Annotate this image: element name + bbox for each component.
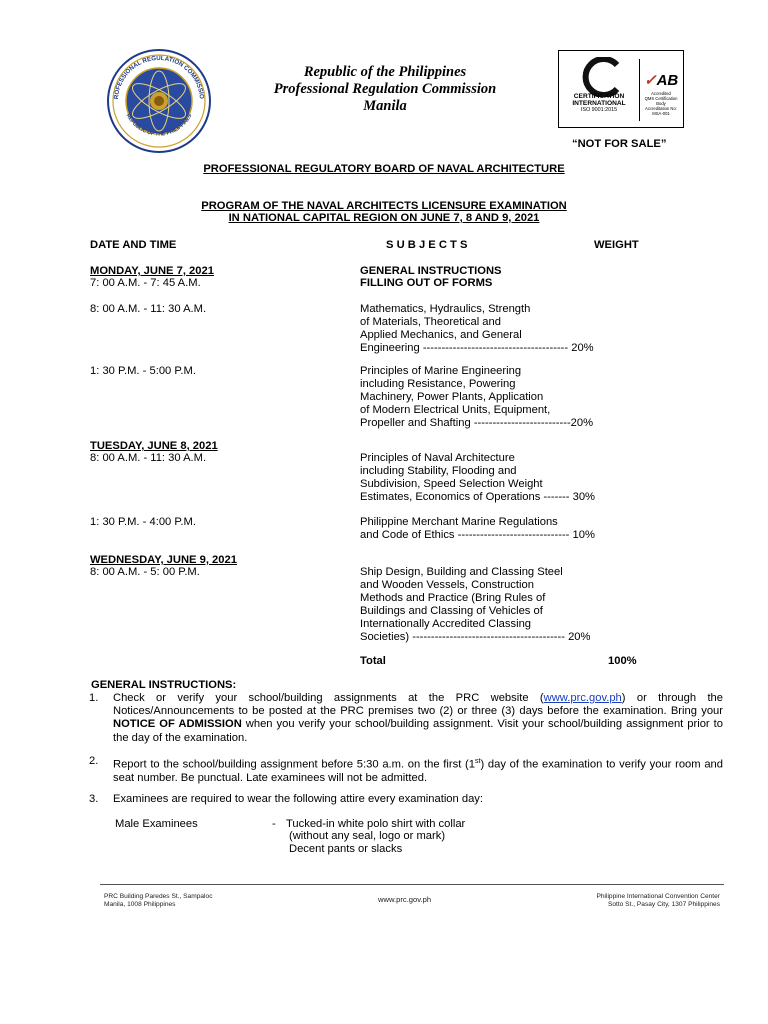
subject-line: and Wooden Vessels, Construction (360, 579, 534, 591)
subject-line: Internationally Accredited Classing (360, 618, 532, 630)
time-slot: 7: 00 A.M. - 7: 45 A.M. (90, 277, 201, 289)
attire-dash: - (272, 818, 276, 830)
subject-line: Machinery, Power Plants, Application (360, 391, 544, 403)
header-manila: Manila (363, 98, 407, 114)
column-subjects: S U B J E C T S (386, 239, 468, 251)
time-slot: 8: 00 A.M. - 11: 30 A.M. (90, 303, 207, 315)
day-wednesday-label: WEDNESDAY, JUNE 9, 2021 (90, 554, 237, 566)
subject-line: Philippine Merchant Marine Regulations (360, 516, 558, 528)
subject-line: Ship Design, Building and Classing Steel (360, 566, 563, 578)
time-slot: 1: 30 P.M. - 5:00 P.M. (90, 365, 196, 377)
program-title-line-2: IN NATIONAL CAPITAL REGION ON JUNE 7, 8 AND 9, 2021 (228, 212, 540, 224)
subject-filling-forms: FILLING OUT OF FORMS (360, 277, 493, 289)
time-slot: 8: 00 A.M. - 11: 30 A.M. (90, 452, 207, 464)
time-slot: 1: 30 P.M. - 4:00 P.M. (90, 516, 196, 528)
cert-text-1: CERTIFICATION (573, 93, 625, 100)
notice-of-admission: NOTICE OF ADMISSION (113, 718, 242, 731)
subject-line: Principles of Marine Engineering (360, 365, 522, 377)
instruction-item-1: 1. Check or verify your school/building assignments at the PRC website (www.prc.gov.ph) or through the Notices/Announcements to be posted at the PRC premises two (2) or three (3) days before the examination. Bring your NOTICE OF ADMISSION when you verify your school/building assignment. Visit your school/building assignment prior to the day of the examination. (89, 692, 723, 744)
day-tuesday-label: TUESDAY, JUNE 8, 2021 (90, 440, 218, 452)
total-label: Total (360, 655, 386, 667)
subject-marine-engineering (360, 365, 593, 430)
not-for-sale: “NOT FOR SALE” (572, 138, 667, 150)
cert-text-2: INTERNATIONAL (572, 100, 626, 107)
cert-acc-3: Accreditation No: (645, 106, 677, 111)
footer-divider (100, 884, 724, 885)
time-slot: 8: 00 A.M. - 5: 00 P.M. (90, 566, 200, 578)
subject-line: Buildings and Classing of Vehicles of (360, 605, 543, 617)
cert-mark: AB (656, 72, 679, 89)
subject-line: including Stability, Flooding and (360, 465, 517, 477)
seal-bottom-text: REPUBLIC OF THE PHILIPPINES (124, 113, 194, 138)
attire-male-label: Male Examinees (115, 818, 198, 830)
prc-seal-logo (106, 48, 212, 154)
subject-naval-architecture (360, 452, 595, 504)
item-number: 3. (89, 793, 99, 805)
item-number: 1. (89, 692, 99, 704)
subject-line: Subdivision, Speed Selection Weight (360, 478, 543, 490)
instruction-item-2: 2. Report to the school/building assignment before 5:30 a.m. on the first (1st) day of the examination to verify your room and seat number. Be punctual. Late examinees will not be admitted. (89, 755, 723, 784)
board-title: PROFESSIONAL REGULATORY BOARD OF NAVAL ARCHITECTURE (203, 163, 565, 175)
item-number: 2. (89, 755, 99, 767)
subject-line-weight: Propeller and Shafting --------------------------20% (360, 417, 594, 429)
cert-acc-1: Accredited (651, 91, 671, 96)
footer-address-left: PRC Building Paredes St., Sampaloc Manila, 1008 Philippines (104, 893, 213, 908)
footer-address-right: Philippine International Convention Center Sotto St., Pasay City, 1307 Philippines (596, 893, 720, 908)
header-commission: Professional Regulation Commission (273, 81, 497, 97)
column-weight: WEIGHT (594, 239, 639, 251)
day-monday-label: MONDAY, JUNE 7, 2021 (90, 265, 214, 277)
attire-line: (without any seal, logo or mark) (289, 830, 446, 842)
column-date-time: DATE AND TIME (90, 239, 177, 251)
cert-acc-4: MSA-001 (652, 111, 670, 116)
subject-line: including Resistance, Powering (360, 378, 516, 390)
total-value: 100% (608, 655, 637, 667)
subject-general-instructions: GENERAL INSTRUCTIONS (360, 265, 502, 277)
subject-merchant-marine (360, 516, 595, 542)
general-instructions-heading: GENERAL INSTRUCTIONS: (91, 679, 237, 691)
subject-line: Methods and Practice (Bring Rules of (360, 592, 546, 604)
subject-mathematics (360, 303, 594, 355)
footer-website: www.prc.gov.ph (378, 895, 432, 904)
subject-line: Mathematics, Hydraulics, Strength (360, 303, 531, 315)
instruction-item-3: 3. Examinees are required to wear the following attire every examination day: (89, 793, 484, 805)
prc-website-link[interactable]: www.prc.gov.ph (543, 692, 622, 704)
cert-acc-2: QMS Certification Body (644, 96, 678, 106)
certification-logo-icon (571, 57, 631, 97)
cert-check-icon: ✓ (644, 72, 657, 89)
program-title-line-1: PROGRAM OF THE NAVAL ARCHITECTS LICENSURE EXAMINATION (201, 200, 567, 212)
subject-line-weight: Engineering --------------------------------------- 20% (360, 342, 594, 354)
attire-line: Decent pants or slacks (289, 843, 403, 855)
subject-line-weight: Societies) ----------------------------------------- 20% (360, 631, 591, 643)
subject-ship-design (360, 566, 590, 644)
subject-line-weight: Estimates, Economics of Operations ------- 30% (360, 491, 596, 503)
subject-line: of Modern Electrical Units, Equipment, (360, 404, 551, 416)
header-republic: Republic of the Philippines (303, 64, 467, 80)
iso-certification-badge (558, 50, 684, 128)
seal-ring-text: ROFESSIONAL REGULATION COMMISSIO (112, 54, 205, 100)
subject-line: Principles of Naval Architecture (360, 452, 515, 464)
attire-line: Tucked-in white polo shirt with collar (286, 818, 466, 830)
subject-line: of Materials, Theoretical and (360, 316, 501, 328)
subject-line: Applied Mechanics, and General (360, 329, 522, 341)
subject-line-weight: and Code of Ethics ------------------------------ 10% (360, 529, 595, 541)
cert-iso: ISO 9001:2015 (580, 107, 618, 113)
